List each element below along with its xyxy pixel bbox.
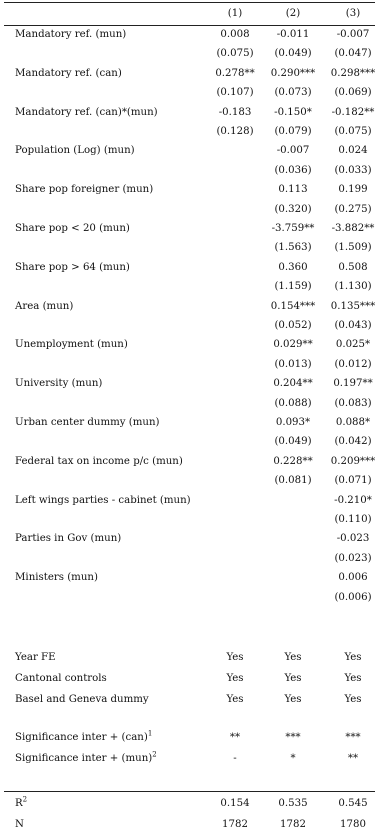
header-row <box>0 5 379 23</box>
row-label-text: R <box>15 798 23 809</box>
table-cell: (0.088) <box>274 397 312 409</box>
row-label-text: Year FE <box>15 652 56 663</box>
row-label-text: Basel and Geneva dummy <box>15 694 149 705</box>
table-cell: 0.113 <box>278 184 308 196</box>
table-cell: 0.088* <box>335 417 371 428</box>
table-cell: 0.008 <box>220 29 250 40</box>
table-cell: (0.049) <box>274 48 312 60</box>
table-cell: (0.071) <box>334 475 372 487</box>
coefficient-row <box>0 220 379 238</box>
row-label <box>15 414 160 432</box>
row-label <box>15 729 152 747</box>
coefficient-row <box>0 142 379 160</box>
table-cell: -0.007 <box>276 145 310 157</box>
coefficient-row <box>0 414 379 432</box>
table-cell: *** <box>285 732 301 743</box>
label-superscript: 2 <box>22 795 28 804</box>
table-cell: 1780 <box>340 819 366 830</box>
row-label <box>15 298 73 316</box>
table-cell: (0.043) <box>334 320 372 331</box>
coefficient-row <box>0 530 379 548</box>
table-cell: 0.545 <box>338 798 368 809</box>
statistic-row <box>0 816 379 834</box>
std-error-row <box>0 511 379 529</box>
row-label-text: Mandatory ref. (can)*(mun) <box>15 106 158 118</box>
coefficient-row <box>0 259 379 277</box>
column-header: (2) <box>285 8 301 19</box>
table-cell: Yes <box>284 673 302 684</box>
table-cell: 0.360 <box>278 261 308 273</box>
row-label-text: Population (Log) (mun) <box>15 145 135 157</box>
table-cell: (1.130) <box>334 281 372 293</box>
significance-row <box>0 750 379 768</box>
std-error-row <box>0 317 379 335</box>
table-cell: 0.025* <box>335 339 371 351</box>
row-label-text: Left wings parties - cabinet (mun) <box>15 494 191 506</box>
std-error-row <box>0 395 379 413</box>
table-cell: (0.042) <box>334 436 372 448</box>
row-label <box>15 181 153 199</box>
row-label-text: Federal tax on income p/c (mun) <box>15 455 183 467</box>
table-cell: -3.882** <box>331 223 375 234</box>
std-error-row <box>0 472 379 490</box>
table-cell: Yes <box>344 652 362 663</box>
row-label-text: Share pop > 64 (mun) <box>15 261 130 273</box>
table-cell: 1782 <box>280 819 306 830</box>
table-cell: (1.509) <box>334 242 372 254</box>
table-cell: 0.298*** <box>330 67 376 79</box>
table-cell: 0.535 <box>278 798 308 809</box>
row-label <box>15 795 27 813</box>
table-cell: (0.012) <box>334 358 372 370</box>
coefficient-row <box>0 336 379 354</box>
table-cell: (0.047) <box>334 48 372 60</box>
coefficient-row <box>0 298 379 316</box>
std-error-row <box>0 162 379 180</box>
row-label-text: University (mun) <box>15 378 103 390</box>
std-error-row <box>0 550 379 568</box>
table-cell: -0.150* <box>274 106 312 118</box>
table-cell: 0.508 <box>338 261 368 273</box>
row-label-text: Significance inter + (mun) <box>15 753 153 764</box>
table-cell: (1.159) <box>274 281 312 293</box>
std-error-row <box>0 433 379 451</box>
table-cell: Yes <box>344 673 362 684</box>
table-cell: 0.154 <box>220 798 250 809</box>
table-cell: (0.023) <box>334 552 372 564</box>
table-cell: 0.154*** <box>270 300 316 312</box>
table-cell: 0.278** <box>215 67 255 79</box>
table-cell: (0.073) <box>274 87 312 99</box>
table-cell: Yes <box>284 694 302 705</box>
label-superscript: 2 <box>152 750 157 759</box>
row-label-text: Area (mun) <box>15 300 74 312</box>
table-cell: 0.209*** <box>330 455 376 467</box>
table-cell: 0.290*** <box>270 67 316 79</box>
table-cell: 0.135*** <box>330 300 376 312</box>
table-cell: (0.033) <box>334 164 372 176</box>
table-cell: (0.110) <box>334 514 372 525</box>
row-label <box>15 816 24 834</box>
row-label-text: Significance inter + (can) <box>15 732 148 743</box>
row-label-text: Mandatory ref. (can) <box>15 67 122 79</box>
table-cell: 1782 <box>222 819 248 830</box>
std-error-row <box>0 239 379 257</box>
table-cell: Yes <box>226 652 244 663</box>
table-cell: -0.011 <box>276 29 310 40</box>
row-label-text: Parties in Gov (mun) <box>15 533 122 545</box>
row-label-text: Unemployment (mun) <box>15 339 128 351</box>
row-label-text: Share pop foreigner (mun) <box>15 184 154 196</box>
coefficient-row <box>0 181 379 199</box>
std-error-row <box>0 278 379 296</box>
row-label-text: Ministers (mun) <box>15 572 98 584</box>
table-cell: -3.759** <box>271 223 315 234</box>
table-cell: (0.006) <box>334 591 372 603</box>
fixed-effect-row <box>0 649 379 667</box>
row-label <box>15 649 56 667</box>
table-cell: *** <box>345 732 361 743</box>
table-cell: (0.128) <box>216 126 254 137</box>
table-cell: (0.013) <box>274 358 312 370</box>
table-cell: Yes <box>226 673 244 684</box>
table-cell: * <box>290 753 296 764</box>
table-cell: (0.320) <box>274 203 312 215</box>
coefficient-row <box>0 375 379 393</box>
fixed-effect-row <box>0 691 379 709</box>
row-label <box>15 220 130 238</box>
coefficient-row <box>0 65 379 83</box>
table-cell: Yes <box>226 694 244 705</box>
table-cell: ** <box>229 732 241 743</box>
coefficient-row <box>0 492 379 510</box>
table-cell: -0.183 <box>218 106 252 118</box>
table-cell: -0.182** <box>331 106 375 118</box>
table-cell: 0.024 <box>338 145 368 157</box>
label-superscript: 1 <box>147 729 153 738</box>
std-error-row <box>0 356 379 374</box>
table-cell: 0.204** <box>273 378 313 390</box>
row-label-text: N <box>15 819 24 830</box>
table-cell: (0.069) <box>334 87 372 99</box>
table-cell: (1.563) <box>274 242 312 254</box>
table-cell: 0.199 <box>338 184 368 196</box>
row-label <box>15 65 122 83</box>
row-label <box>15 375 102 393</box>
top-rule <box>4 2 375 3</box>
table-cell: 0.228** <box>273 455 313 467</box>
fixed-effect-row <box>0 670 379 688</box>
coefficient-row <box>0 26 379 44</box>
row-label <box>15 569 98 587</box>
table-cell: (0.079) <box>274 126 312 137</box>
row-label <box>15 104 158 122</box>
table-cell: Yes <box>284 652 302 663</box>
table-cell: (0.049) <box>274 436 312 448</box>
table-cell: (0.052) <box>274 320 312 331</box>
coefficient-row <box>0 569 379 587</box>
coefficient-row <box>0 453 379 471</box>
table-cell: (0.081) <box>274 475 312 487</box>
std-error-row <box>0 589 379 607</box>
table-cell: 0.197** <box>333 378 373 390</box>
table-cell: (0.075) <box>334 126 372 137</box>
table-cell: 0.029** <box>273 339 313 351</box>
table-cell: -0.007 <box>336 29 370 40</box>
table-cell: (0.036) <box>274 164 312 176</box>
stats-rule <box>4 791 375 792</box>
row-label <box>15 26 126 44</box>
table-cell: (0.083) <box>334 397 372 409</box>
row-label <box>15 142 135 160</box>
table-cell: (0.075) <box>216 48 254 60</box>
column-header: (3) <box>345 8 361 19</box>
table-cell: ** <box>347 753 359 764</box>
statistic-row <box>0 795 379 813</box>
table-cell: - <box>233 753 237 764</box>
std-error-row <box>0 45 379 63</box>
row-label <box>15 453 183 471</box>
table-cell: -0.210* <box>334 494 372 506</box>
row-label-text: Cantonal controls <box>15 673 107 684</box>
row-label <box>15 670 107 688</box>
table-cell: (0.275) <box>334 203 372 215</box>
row-label <box>15 336 128 354</box>
table-cell: 0.093* <box>275 417 311 428</box>
column-header: (1) <box>227 8 243 19</box>
coefficient-row <box>0 104 379 122</box>
row-label-text: Mandatory ref. (mun) <box>15 29 127 40</box>
row-label-text: Share pop < 20 (mun) <box>15 223 130 234</box>
significance-row <box>0 729 379 747</box>
std-error-row <box>0 123 379 141</box>
table-cell: 0.006 <box>338 572 368 584</box>
row-label-text: Urban center dummy (mun) <box>15 417 160 428</box>
std-error-row <box>0 84 379 102</box>
row-label <box>15 530 121 548</box>
std-error-row <box>0 201 379 219</box>
table-cell: -0.023 <box>336 533 370 545</box>
row-label <box>15 259 130 277</box>
row-label <box>15 492 191 510</box>
table-cell: (0.107) <box>216 87 254 99</box>
row-label <box>15 691 149 709</box>
row-label <box>15 750 157 768</box>
table-cell: Yes <box>344 694 362 705</box>
